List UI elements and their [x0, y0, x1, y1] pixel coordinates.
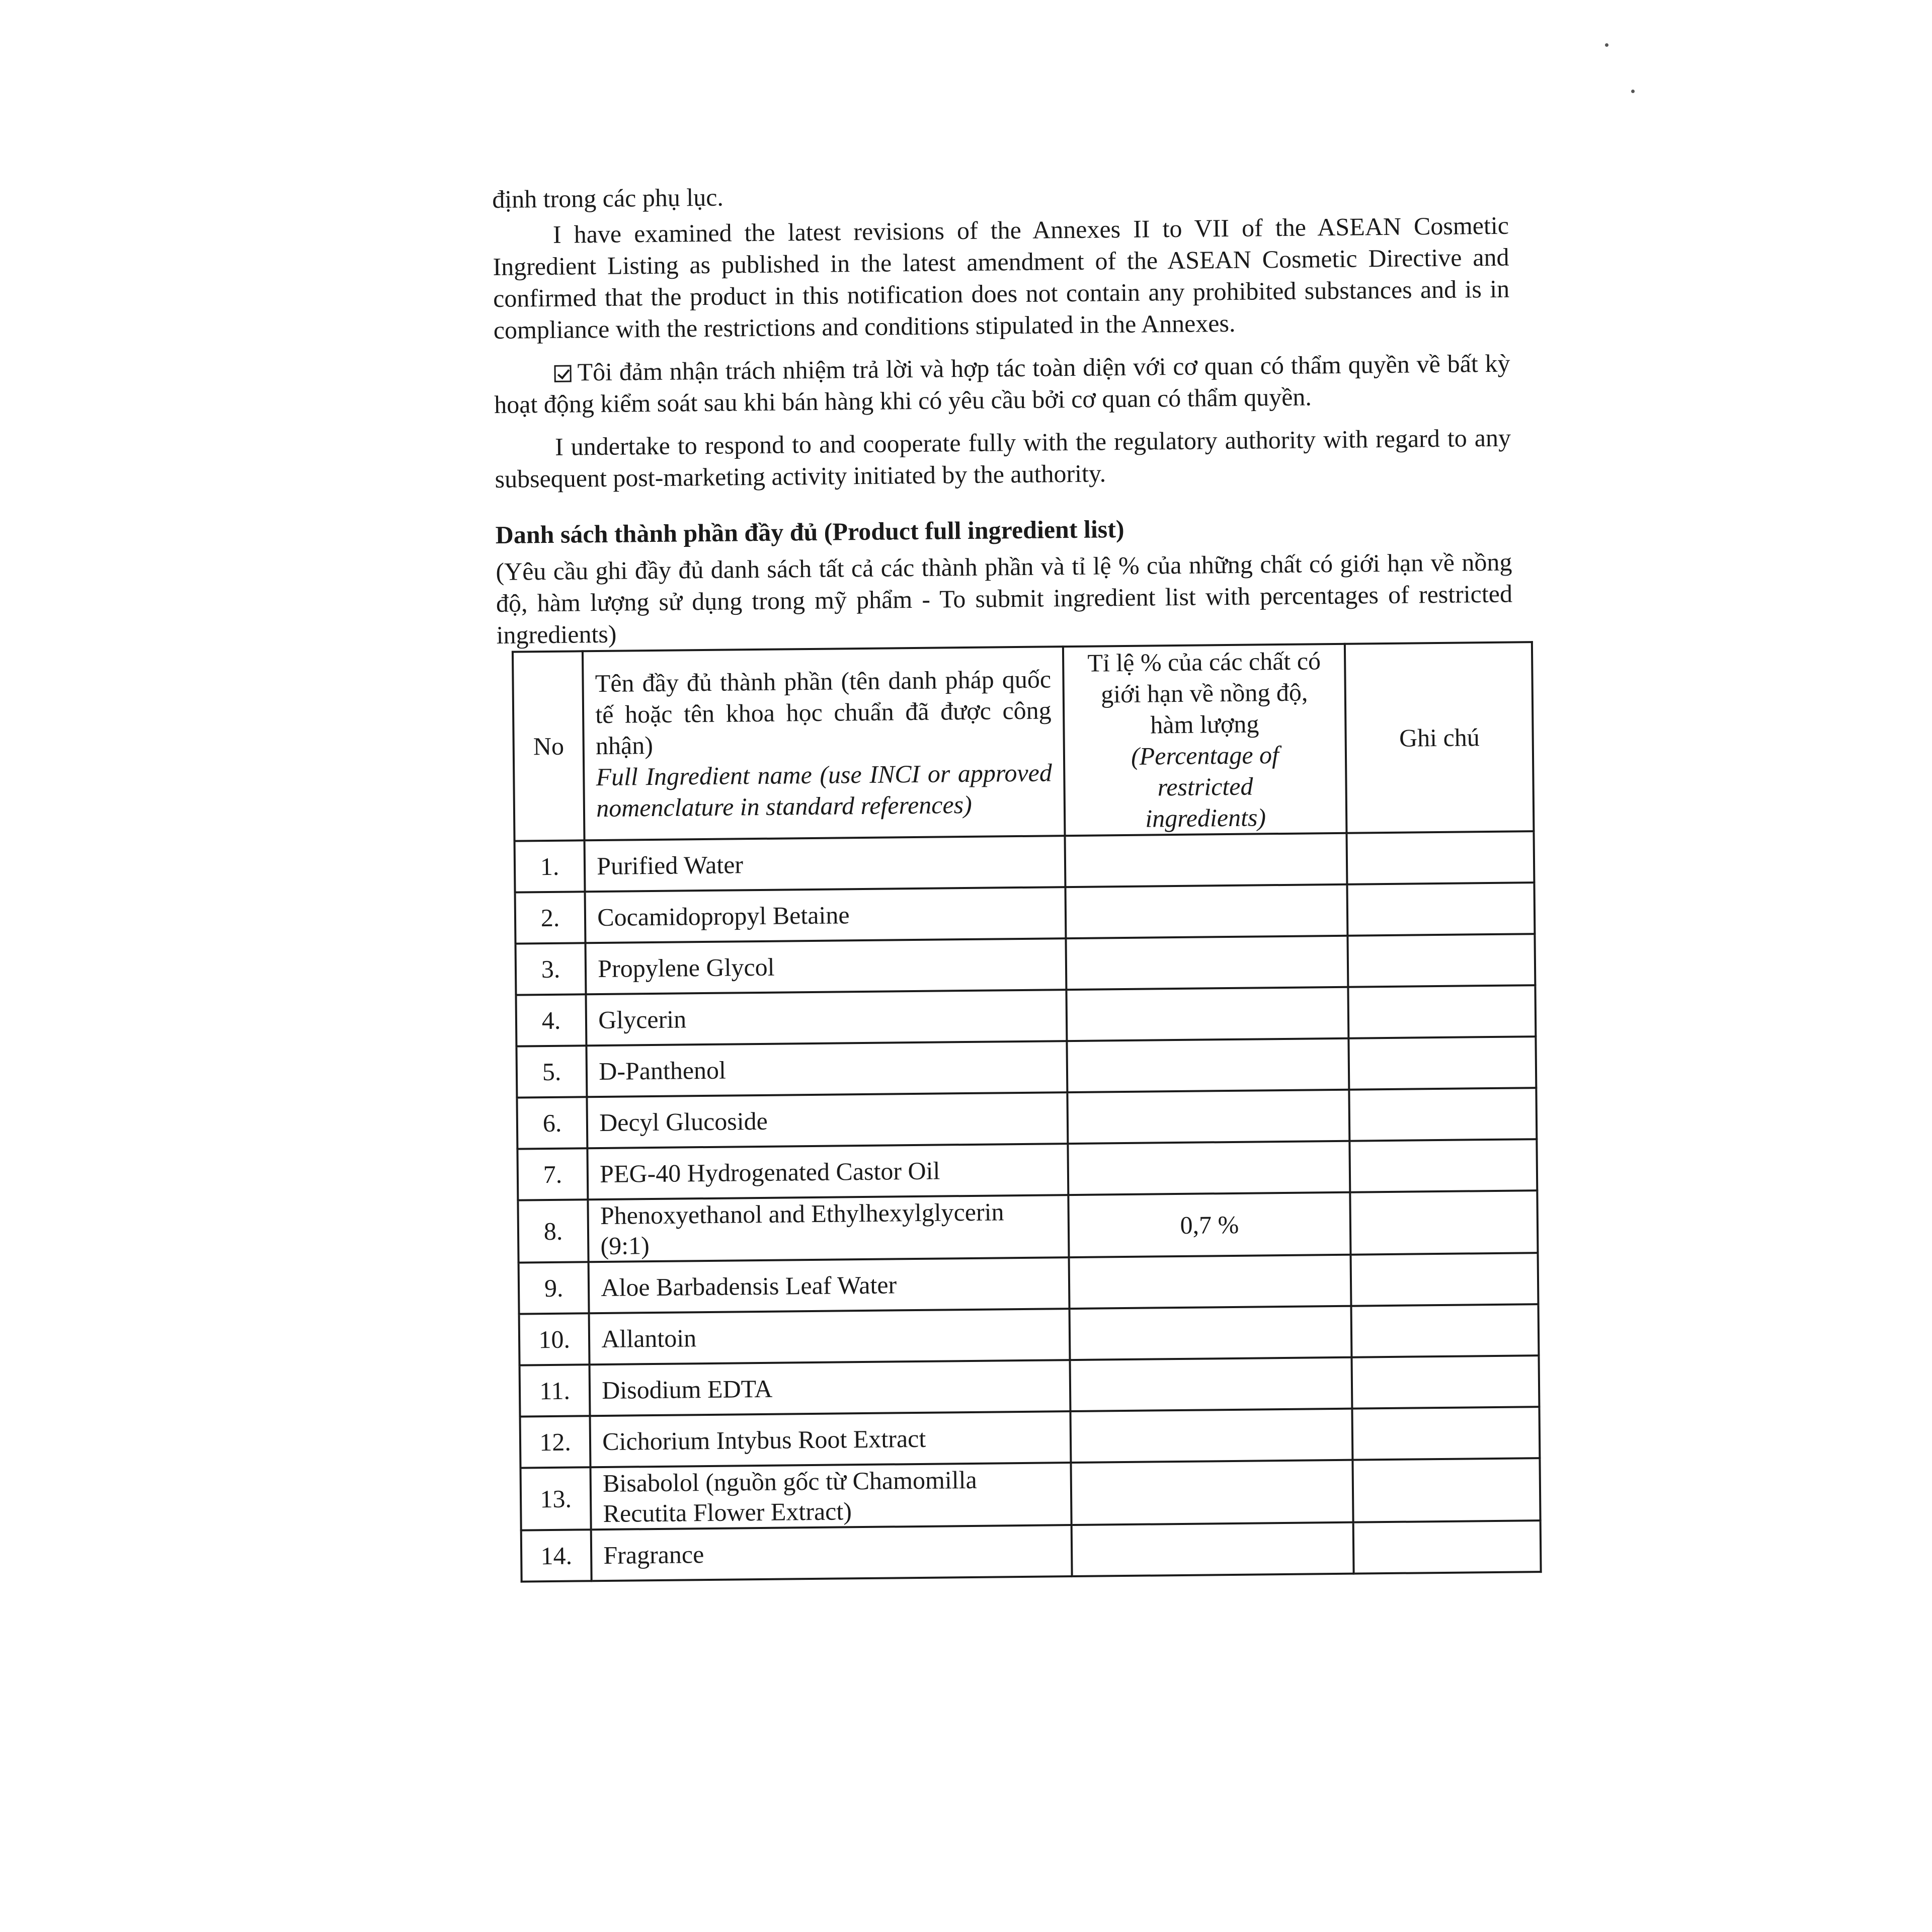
row-note	[1352, 1355, 1539, 1409]
row-no: 10.	[519, 1313, 590, 1365]
row-percentage	[1070, 1409, 1353, 1463]
lead-text: định trong các phụ lục.	[492, 183, 724, 213]
row-percentage	[1071, 1522, 1354, 1576]
section-note: (Yêu cầu ghi đầy đủ danh sách tất cả các thành phần và tỉ lệ % của những chất có giới hạn về nồng độ, hàm lượng sử dụng trong mỹ phẩm - To submit ingredient list with percentages of restricted ingredients)	[496, 547, 1513, 649]
table-row	[521, 1520, 1541, 1581]
header-pct-vi-3: hàm lượng	[1150, 709, 1259, 739]
header-note: Ghi chú	[1345, 642, 1534, 833]
row-percentage	[1068, 1141, 1350, 1195]
row-ingredient: Phenoxyethanol and Ethylhexylglycerin (9:1)	[588, 1195, 1069, 1262]
row-ingredient: Cocamidopropyl Betaine	[585, 887, 1066, 943]
row-ingredient: PEG-40 Hydrogenated Castor Oil	[588, 1144, 1068, 1199]
row-no: 11.	[520, 1364, 590, 1416]
row-no: 8.	[518, 1199, 588, 1262]
row-no: 12.	[520, 1416, 591, 1468]
row-ingredient: Cichorium Intybus Root Extract	[590, 1411, 1071, 1467]
table-body	[515, 831, 1541, 1581]
row-note	[1351, 1253, 1538, 1306]
table-row	[519, 1253, 1539, 1314]
table-row	[519, 1304, 1539, 1365]
row-percentage: 0,7 %	[1068, 1192, 1351, 1257]
row-percentage	[1067, 1038, 1349, 1092]
row-ingredient: Bisabolol (nguồn gốc từ Chamomilla Recutita Flower Extract)	[591, 1463, 1071, 1530]
table-row	[517, 1139, 1537, 1200]
row-no: 3.	[516, 943, 586, 995]
row-percentage	[1069, 1255, 1351, 1309]
row-ingredient: Decyl Glucoside	[587, 1092, 1068, 1148]
row-note	[1350, 1139, 1537, 1192]
row-ingredient: Glycerin	[586, 990, 1067, 1045]
commitment-en: I undertake to respond to and cooperate fully with the regulatory authority with regard to any subsequent post-marketing activity initiated by the authority.	[495, 423, 1511, 493]
annexes-declaration: I have examined the latest revisions of the Annexes II to VII of the ASEAN Cosmetic Ingredient Listing as published in the latest amendment of the ASEAN Cosmetic Directive and confirmed that the product in this notification does not contain any prohibited substances and is in compliance with the restrictions and conditions stipulated in the Annexes.	[493, 211, 1510, 344]
header-pct-en-3: ingredients)	[1145, 803, 1266, 833]
header-ingredient-name	[583, 647, 1065, 840]
table-row	[516, 985, 1536, 1046]
scan-speck	[1605, 43, 1608, 47]
row-note	[1347, 831, 1534, 884]
row-ingredient: Fragrance	[591, 1525, 1072, 1581]
table-header-row	[513, 642, 1534, 841]
table-row	[520, 1407, 1540, 1468]
row-no: 5.	[516, 1045, 587, 1097]
row-note	[1353, 1520, 1541, 1574]
header-pct-en-2: restricted	[1157, 772, 1253, 801]
header-no: No	[513, 651, 585, 841]
ingredient-table	[512, 641, 1542, 1582]
row-percentage	[1065, 884, 1348, 938]
row-no: 9.	[519, 1262, 589, 1314]
row-percentage	[1069, 1306, 1352, 1360]
table-row	[516, 934, 1536, 995]
row-ingredient: Allantoin	[589, 1309, 1070, 1364]
row-percentage	[1067, 1090, 1350, 1144]
header-name-vi: Tên đầy đủ thành phần (tên danh pháp quốc tế hoặc tên khoa học chuẩn đã được công nhận)	[595, 665, 1052, 760]
document-page	[492, 174, 1522, 1583]
row-note	[1349, 1036, 1536, 1090]
row-no: 4.	[516, 994, 586, 1046]
header-pct-en-1: (Percentage of	[1131, 741, 1279, 770]
row-no: 13.	[521, 1467, 591, 1530]
header-percentage	[1063, 644, 1347, 836]
commitment-vi	[494, 348, 1510, 421]
row-ingredient: D-Panthenol	[587, 1041, 1067, 1097]
row-note	[1353, 1458, 1541, 1522]
section-title: Danh sách thành phần đầy đủ (Product full ingredient list)	[495, 514, 1124, 549]
row-note	[1352, 1407, 1540, 1460]
row-note	[1351, 1304, 1539, 1357]
row-no: 2.	[515, 892, 586, 943]
table-row	[515, 882, 1535, 943]
row-percentage	[1071, 1460, 1353, 1525]
row-note	[1350, 1190, 1538, 1255]
row-percentage	[1066, 936, 1348, 990]
header-pct-vi-1: Tỉ lệ % của các chất có	[1087, 647, 1321, 677]
row-ingredient: Propylene Glycol	[586, 938, 1066, 994]
row-no: 14.	[521, 1530, 592, 1581]
row-percentage	[1065, 833, 1347, 887]
row-ingredient: Aloe Barbadensis Leaf Water	[589, 1257, 1069, 1313]
scan-speck	[1631, 90, 1635, 93]
table-row	[515, 831, 1535, 892]
row-no: 1.	[515, 840, 585, 892]
row-note	[1349, 1088, 1537, 1141]
row-ingredient: Disodium EDTA	[590, 1360, 1070, 1416]
header-name-en: Full Ingredient name (use INCI or approved nomenclature in standard references)	[596, 758, 1053, 823]
table-row	[521, 1458, 1541, 1530]
table-row	[517, 1088, 1537, 1149]
checked-checkbox-icon[interactable]	[554, 365, 571, 382]
row-note	[1348, 934, 1535, 987]
header-pct-vi-2: giới hạn về nồng độ,	[1100, 678, 1308, 708]
row-note	[1347, 882, 1535, 936]
row-no: 7.	[517, 1148, 588, 1200]
table-row	[518, 1190, 1538, 1262]
row-percentage	[1070, 1357, 1352, 1411]
commitment-vi-text: Tôi đảm nhận trách nhiệm trả lời và hợp tác toàn diện với cơ quan có thẩm quyền về bất kỳ hoạt động kiểm soát sau khi bán hàng khi có yêu cầu bởi cơ quan có thẩm quyền.	[494, 349, 1510, 419]
row-percentage	[1066, 987, 1349, 1041]
row-no: 6.	[517, 1097, 587, 1149]
row-ingredient: Purified Water	[585, 836, 1065, 892]
row-note	[1348, 985, 1536, 1038]
table-row	[520, 1355, 1540, 1416]
table-row	[516, 1036, 1536, 1097]
